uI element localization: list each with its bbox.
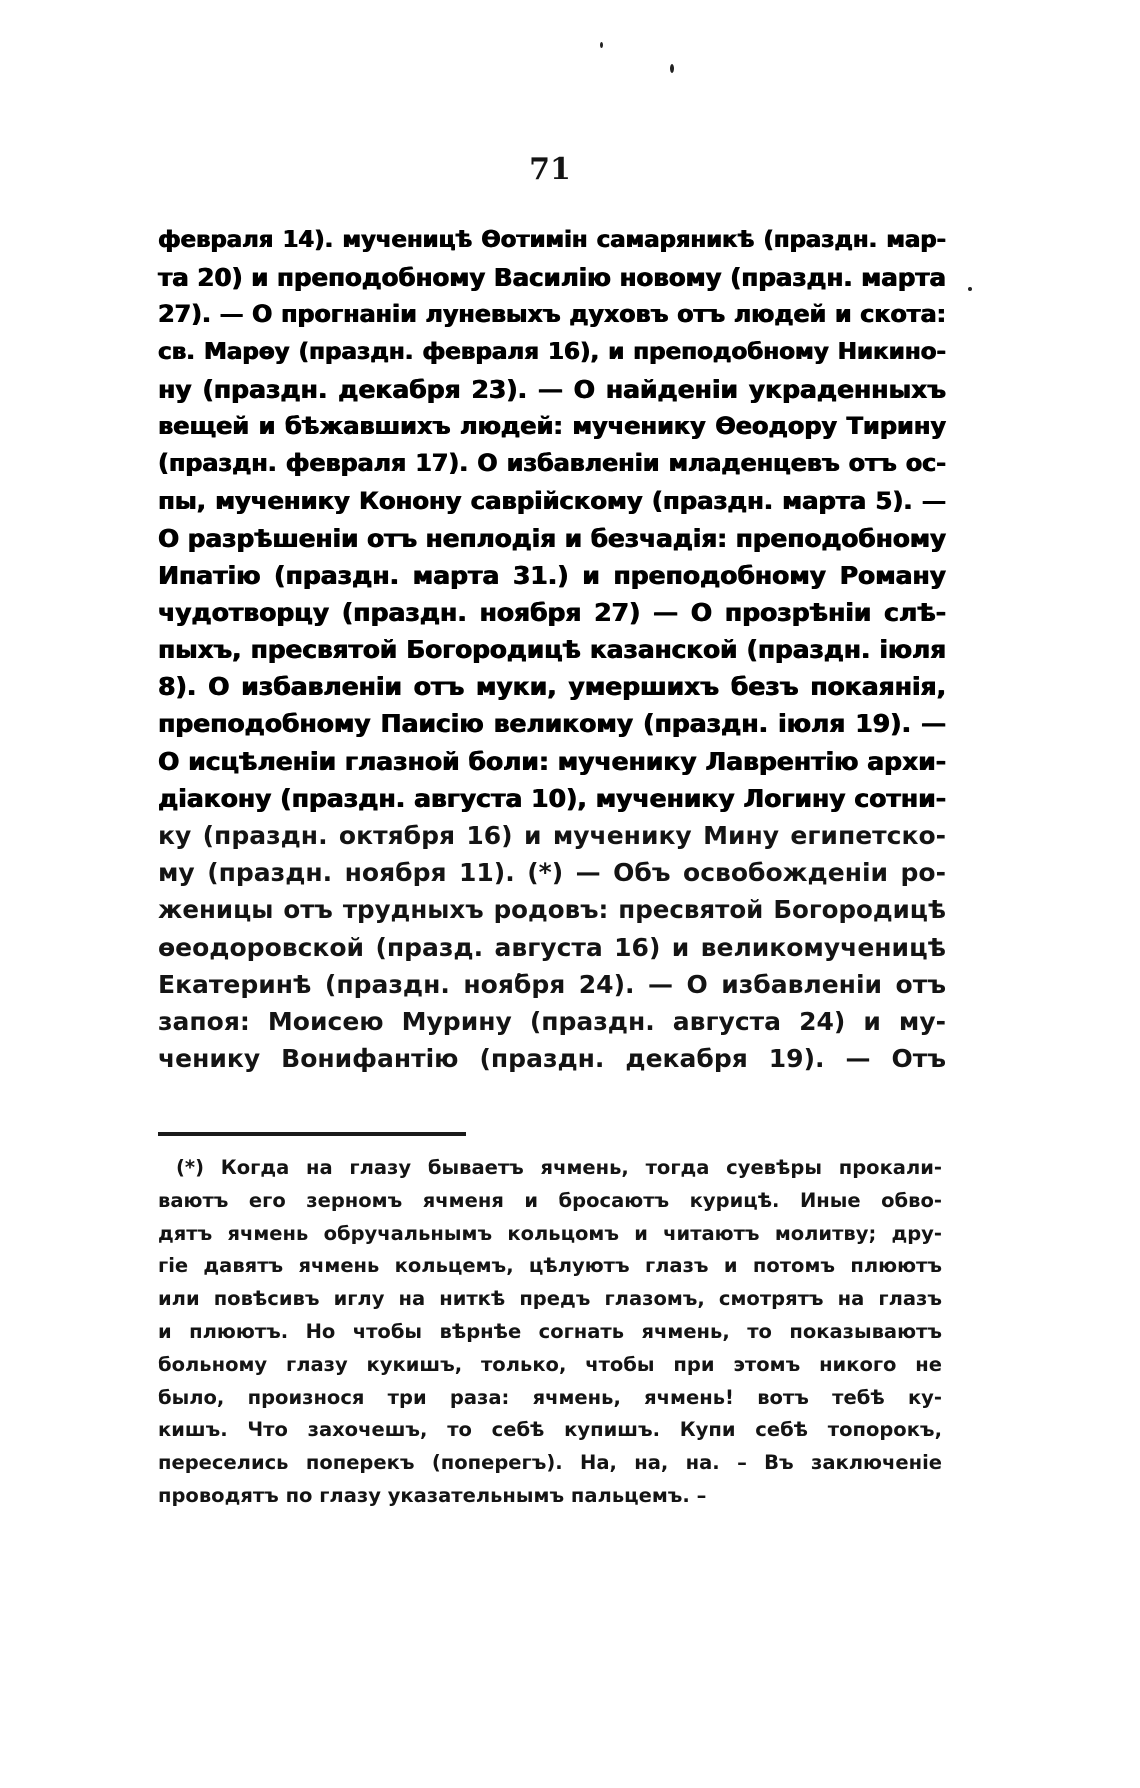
ink-speck [670, 64, 674, 73]
body-line: 8). О избавленіи отъ муки, умершихъ безъ покаянія, [158, 672, 946, 702]
footnote-line: дятъ ячмень обручальнымъ кольцомъ и читаютъ молитву; дру- [158, 1221, 942, 1245]
body-line: (праздн. февраля 17). О избавленіи младенцевъ отъ ос- [158, 449, 946, 478]
body-line: ѳеодоровской (празд. августа 16) и великомученицѣ [158, 932, 946, 962]
body-line: запоя: Моисею Мурину (праздн. августа 24) и му- [158, 1006, 946, 1036]
body-line: му (праздн. ноября 11). (*) — Объ освобожденіи ро- [158, 858, 946, 888]
body-line: О исцѣленіи глазной боли: мученику Лаврентію архи- [158, 746, 946, 776]
body-line: пы, мученику Конону саврійскому (праздн. марта 5). — [158, 486, 946, 516]
ink-speck [600, 42, 603, 48]
footnote-line: или повѣсивъ иглу на ниткѣ предъ глазомъ, смотрятъ на глазъ [158, 1287, 942, 1311]
footnote [158, 1152, 942, 1513]
main-text [158, 222, 946, 1077]
body-line: женицы отъ трудныхъ родовъ: пресвятой Богородицѣ [158, 895, 946, 925]
body-line: ченику Вонифантію (праздн. декабря 19). — Отъ [158, 1044, 946, 1074]
body-line: та 20) и преподобному Василію новому (праздн. марта [158, 263, 946, 293]
body-line: Екатеринѣ (праздн. ноября 24). — О избавленіи отъ [158, 969, 946, 999]
ink-speck [968, 287, 972, 291]
footnote-divider [158, 1132, 466, 1136]
body-line: Ипатію (праздн. марта 31.) и преподобному Роману [158, 560, 946, 590]
body-line: вещей и бѣжавшихъ людей: мученику Ѳеодору Тирину [158, 411, 946, 440]
footnote-line: больному глазу кукишъ, только, чтобы при этомъ никого не [158, 1352, 942, 1376]
footnote-line: кишъ. Что захочешъ, то себѣ купишъ. Купи себѣ топорокъ, [158, 1418, 942, 1442]
footnote-line: гіе давятъ ячмень кольцемъ, цѣлуютъ глазъ и потомъ плюютъ [158, 1254, 942, 1278]
footnote-line: и плюютъ. Но чтобы вѣрнѣе согнать ячмень, то показываютъ [158, 1319, 942, 1343]
body-line: ку (праздн. октября 16) и мученику Мину египетско- [158, 821, 946, 850]
body-line: чудотворцу (праздн. ноября 27) — О прозрѣніи слѣ- [158, 597, 946, 627]
body-line: пыхъ, пресвятой Богородицѣ казанской (праздн. іюля [158, 635, 946, 665]
page-number: 71 [529, 152, 571, 187]
footnote-line: (*) Когда на глазу бываетъ ячмень, тогда суевѣры прокали- [176, 1156, 942, 1179]
footnote-line: проводятъ по глазу указательнымъ пальцемъ. – [158, 1483, 707, 1507]
footnote-line: переселись поперекъ (поперегъ). На, на, на. – Въ заключеніе [158, 1451, 942, 1475]
body-line: 27). — О прогнаніи луневыхъ духовъ отъ людей и скота: [158, 300, 946, 329]
footnote-line: было, произнося три раза: ячмень, ячмень! вотъ тебѣ ку- [158, 1385, 942, 1409]
body-line: ну (праздн. декабря 23). — О найденіи украденныхъ [158, 374, 946, 404]
body-line: діакону (праздн. августа 10), мученику Логину сотни- [158, 783, 946, 813]
body-line: О разрѣшеніи отъ неплодія и безчадія: преподобному [158, 523, 947, 553]
body-line: преподобному Паисію великому (праздн. іюля 19). — [158, 709, 946, 739]
body-line: св. Марѳу (праздн. февраля 16), и преподобному Никино- [158, 338, 946, 365]
footnote-line: ваютъ его зерномъ ячменя и бросаютъ курицѣ. Иные обво- [158, 1188, 942, 1212]
body-line: февраля 14). мученицѣ Ѳотимін самаряникѣ (праздн. мар- [158, 227, 946, 253]
